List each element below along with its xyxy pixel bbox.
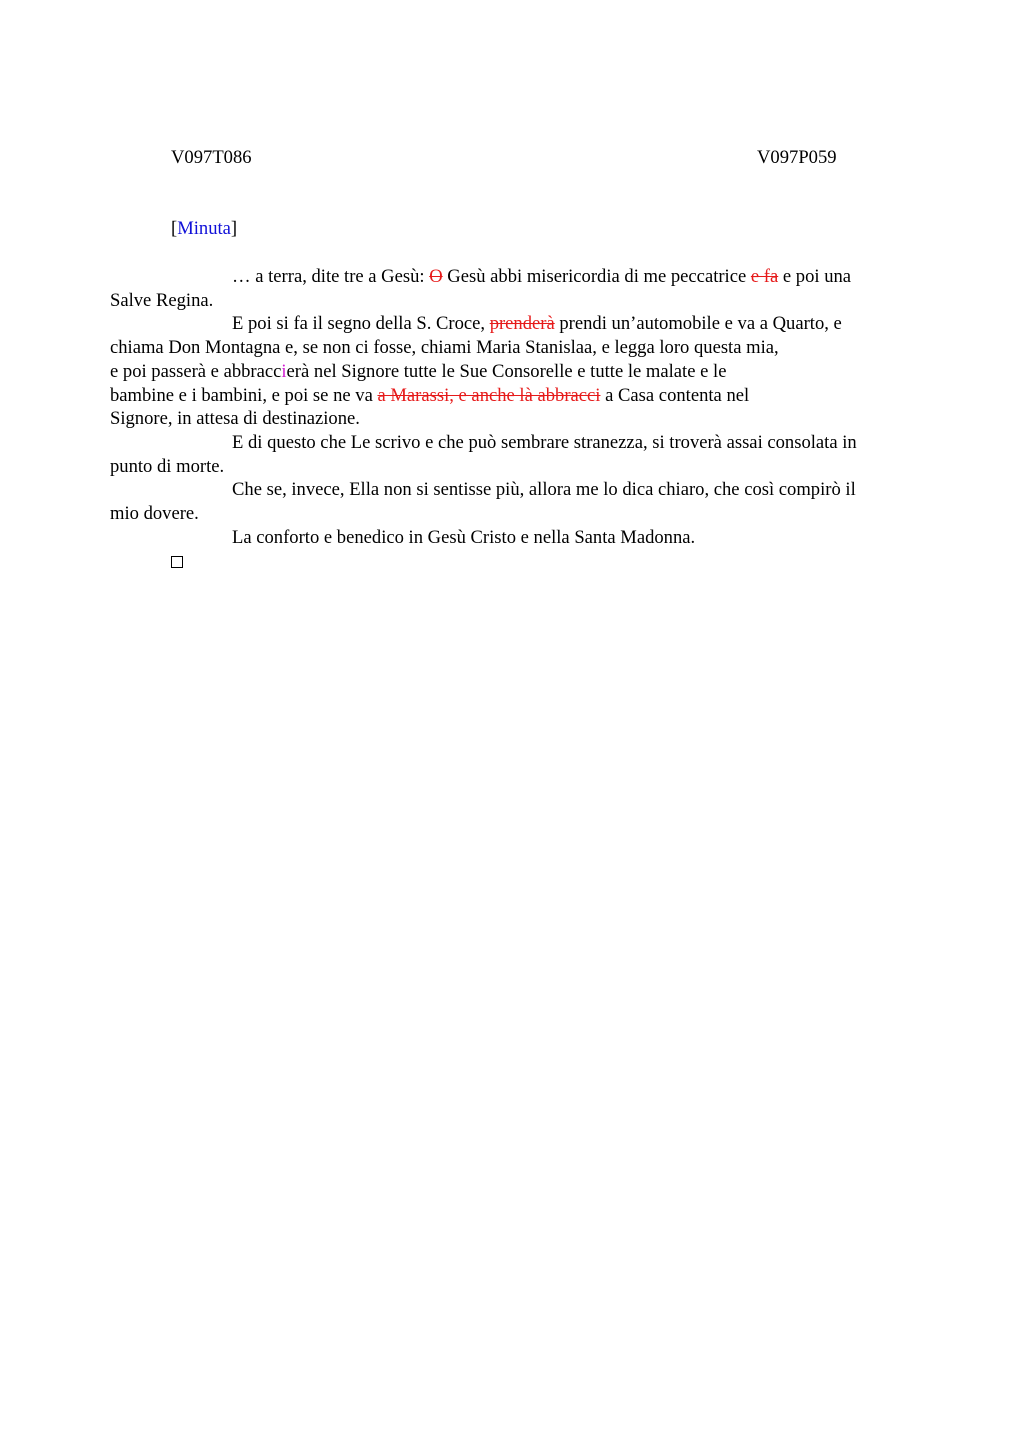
draft-label — [171, 218, 237, 240]
paragraph-line: La conforto e benedico in Gesù Cristo e nella Santa Madonna. — [232, 526, 696, 548]
deleted-text: a Marassi, e anche là abbracci — [377, 384, 601, 406]
text-run: … a terra, dite tre a Gesù: — [232, 266, 430, 287]
paragraph-2 — [110, 312, 931, 431]
text-run: erà nel Signore tutte le Sue Consorelle e tutte le malate e le — [286, 360, 727, 382]
paragraph-line — [110, 384, 931, 408]
document-code-right: V097P059 — [757, 147, 837, 168]
deleted-text: prenderà — [489, 313, 555, 335]
paragraph-line — [171, 312, 931, 336]
paragraph-3 — [110, 431, 931, 478]
paragraph-line: mio dovere. — [110, 503, 199, 525]
letter-body — [110, 265, 931, 574]
label-text: Minuta — [177, 218, 231, 239]
paragraph-5 — [171, 526, 931, 550]
text-run: bambine e i bambini, e poi se ne va — [110, 384, 378, 406]
deleted-text: O — [429, 266, 443, 287]
paragraph-line: chiama Don Montagna e, se non ci fosse, chiami Maria Stanislaa, e legga loro questa mia, — [110, 337, 779, 359]
text-run: a Casa contenta nel — [600, 384, 750, 406]
text-run: e poi passerà e abbracc — [110, 360, 282, 382]
paragraph-line: Signore, in attesa di destinazione. — [110, 408, 360, 430]
label-close-bracket: ] — [230, 218, 238, 239]
paragraph-line: Salve Regina. — [110, 289, 214, 311]
text-run: e poi una — [778, 266, 852, 287]
paragraph-1 — [110, 265, 931, 312]
paragraph-line: punto di morte. — [110, 455, 225, 477]
inserted-text: i — [281, 360, 287, 382]
text-run: Gesù abbi misericordia di me peccatrice — [442, 266, 751, 287]
paragraph-line — [110, 360, 931, 384]
label-open-bracket: [ — [171, 218, 178, 239]
paragraph-line — [171, 265, 931, 289]
text-run: E poi si fa il segno della S. Croce, — [232, 313, 490, 335]
document-code-left: V097T086 — [171, 147, 252, 168]
text-run: prendi un’automobile e va a Quarto, e — [554, 313, 842, 335]
paragraph-line: Che se, invece, Ella non si sentisse più, allora me lo dica chiaro, che così compirò il — [232, 479, 856, 501]
paragraph-4 — [110, 478, 931, 525]
deleted-text: e fa — [750, 266, 779, 287]
end-of-document-box — [171, 556, 183, 568]
paragraph-line: E di questo che Le scrivo e che può sembrare stranezza, si troverà assai consolata in — [232, 431, 857, 453]
